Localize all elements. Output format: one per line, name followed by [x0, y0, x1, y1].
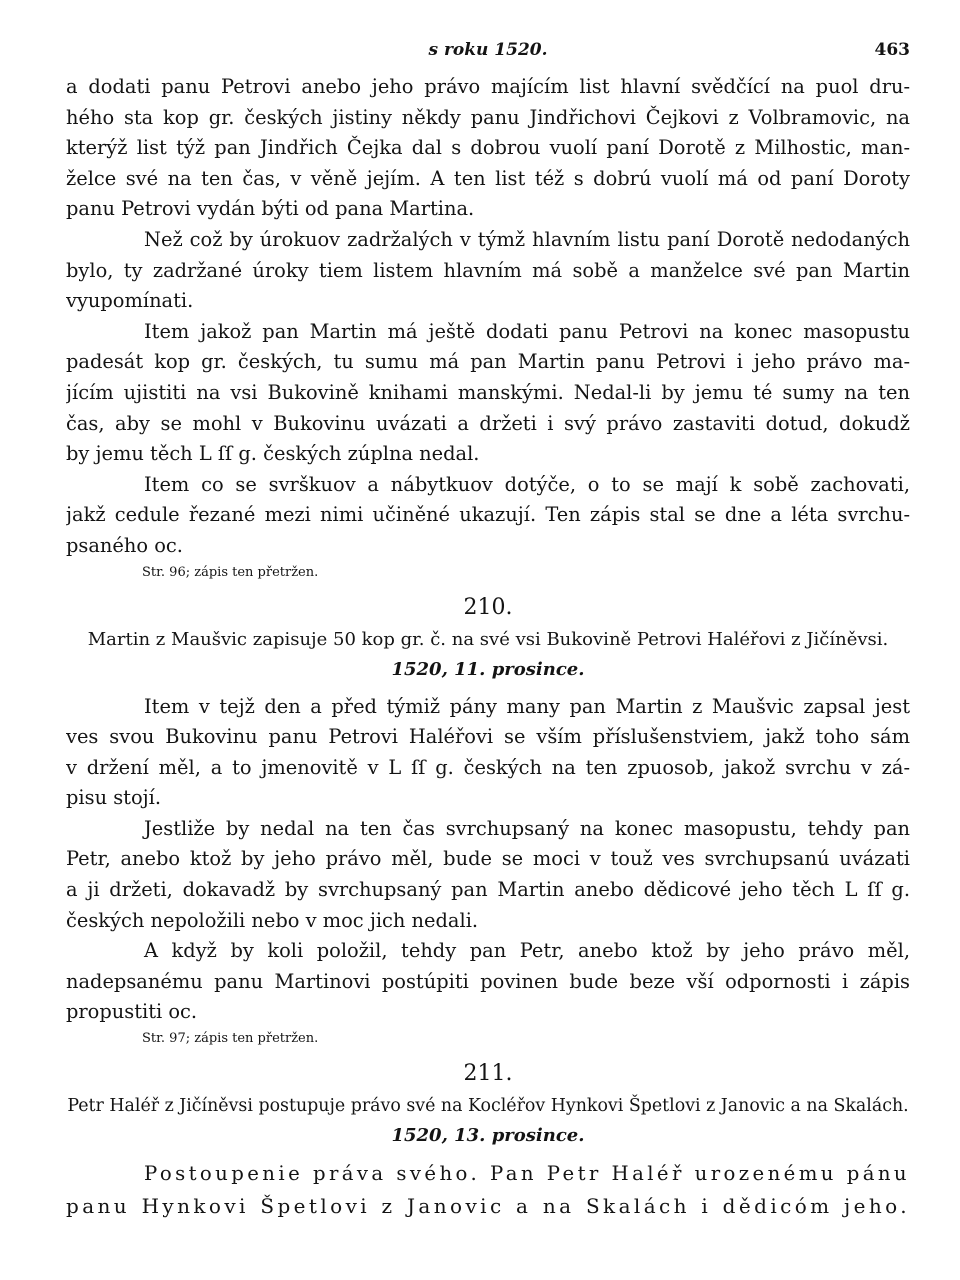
- source-note: Str. 97; zápis ten přetržen.: [142, 1031, 319, 1047]
- paragraph-5: [66, 692, 910, 814]
- spaced-text-line: panu Hynkovi Špetlovi z Janovic a na Skalách i dědicóm jeho.: [66, 1194, 910, 1219]
- text-line: čas, aby se mohl v Bukovinu uvázati a držeti i svý právo zastaviti dotud, dokudž: [66, 411, 910, 435]
- text-line: v držení měl, a to jmenovitě v L ſſ g. českých na ten zpuosob, jakož svrchu v zá-: [66, 755, 910, 779]
- text-line: vyupomínati.: [66, 289, 194, 313]
- running-head: s roku 1520.: [428, 40, 548, 60]
- text-line: Item v tejž den a před týmiž pány many pan Martin z Maušvic zapsal jest: [144, 694, 910, 718]
- text-line: Item jakož pan Martin má ještě dodati panu Petrovi na konec masopustu: [144, 319, 910, 343]
- entry-number: 211.: [463, 1061, 513, 1087]
- text-line: nadepsanému panu Martinovi postúpiti povinen bude beze vší odpornosti i zápis: [66, 969, 910, 993]
- text-line: bylo, ty zadržané úroky tiem listem hlavním má sobě a manželce své pan Martin: [66, 258, 910, 282]
- paragraph-3: [66, 317, 910, 470]
- text-line: ves svou Bukovinu panu Petrovi Haléřovi se vším příslušenstviem, jakž toho sám: [66, 725, 910, 749]
- text-line: kterýž list týž pan Jindřich Čejka dal s dobrou vuolí paní Dorotě z Milhostic, man-: [66, 136, 910, 160]
- text-line: a dodati panu Petrovi anebo jeho právo majícím list hlavní svědčící na puol dru-: [66, 75, 910, 98]
- paragraph-1: [66, 72, 910, 225]
- text-line: padesát kop gr. českých, tu sumu má pan Martin panu Petrovi i jeho právo ma-: [66, 350, 910, 374]
- text-line: Item co se svrškuov a nábytkuov dotýče, o to se mají k sobě zachovati,: [144, 472, 910, 496]
- entry-date: 1520, 11. prosince.: [391, 658, 585, 680]
- text-line: by jemu těch L ſſ g. českých zúplna nedal.: [66, 442, 480, 466]
- text-line: hého sta kop gr. českých jistiny někdy panu Jindřichovi Čejkovi z Volbramovic, na: [66, 105, 910, 129]
- text-line: jícím ujistiti na vsi Bukovině knihami manskými. Nedal-li by jemu té sumy na ten: [66, 380, 910, 404]
- text-line: českých nepoložili nebo v moc jich nedali.: [66, 908, 479, 932]
- text-line: propustiti oc.: [66, 1000, 198, 1024]
- paragraph-7: [66, 936, 910, 1028]
- text-line: jakž cedule řezané mezi nimi učiněné ukazují. Ten zápis stal se dne a léta svrchu-: [66, 503, 910, 527]
- text-line: a ji držeti, dokavadž by svrchupsaný pan Martin anebo dědicové jeho těch L ſſ g.: [66, 878, 910, 902]
- paragraph-4: [66, 470, 910, 562]
- paragraph-8: [66, 1158, 910, 1222]
- source-note: Str. 96; zápis ten přetržen.: [142, 564, 319, 580]
- text-line: psaného oc.: [66, 533, 183, 557]
- paragraph-6: [66, 814, 910, 936]
- text-line: želce své na ten čas, v věně jejím. A ten list též s dobrú vuolí má od paní Doroty: [66, 166, 910, 190]
- page-number: 463: [874, 40, 910, 60]
- document-page: [66, 36, 910, 1246]
- entry-summary: Martin z Maušvic zapisuje 50 kop gr. č. na své vsi Bukovině Petrovi Haléřovi z Jičíněvsi.: [87, 628, 889, 650]
- entry-number: 210.: [463, 594, 513, 620]
- text-line: A když by koli položil, tehdy pan Petr, anebo ktož by jeho právo měl,: [144, 939, 910, 963]
- text-line: Než což by úrokuov zadržalých v týmž hlavním listu paní Dorotě nedodaných: [144, 227, 910, 251]
- paragraph-2: [66, 225, 910, 317]
- text-line: panu Petrovi vydán býti od pana Martina.: [66, 197, 475, 221]
- text-line: Petr, anebo ktož by jeho právo měl, bude se moci v touž ves svrchupsanú uvázati: [66, 847, 910, 871]
- text-line: Jestliže by nedal na ten čas svrchupsaný na konec masopustu, tehdy pan: [144, 816, 910, 840]
- entry-date: 1520, 13. prosince.: [391, 1125, 585, 1147]
- page-header: [66, 36, 910, 72]
- entry-summary: Petr Haléř z Jičíněvsi postupuje právo své na Kocléřov Hynkovi Špetlovi z Janovic a na Skalách.: [67, 1096, 909, 1117]
- text-line: pisu stojí.: [66, 786, 162, 810]
- spaced-text-line: Postoupenie práva svého. Pan Petr Haléř urozenému pánu: [144, 1162, 910, 1186]
